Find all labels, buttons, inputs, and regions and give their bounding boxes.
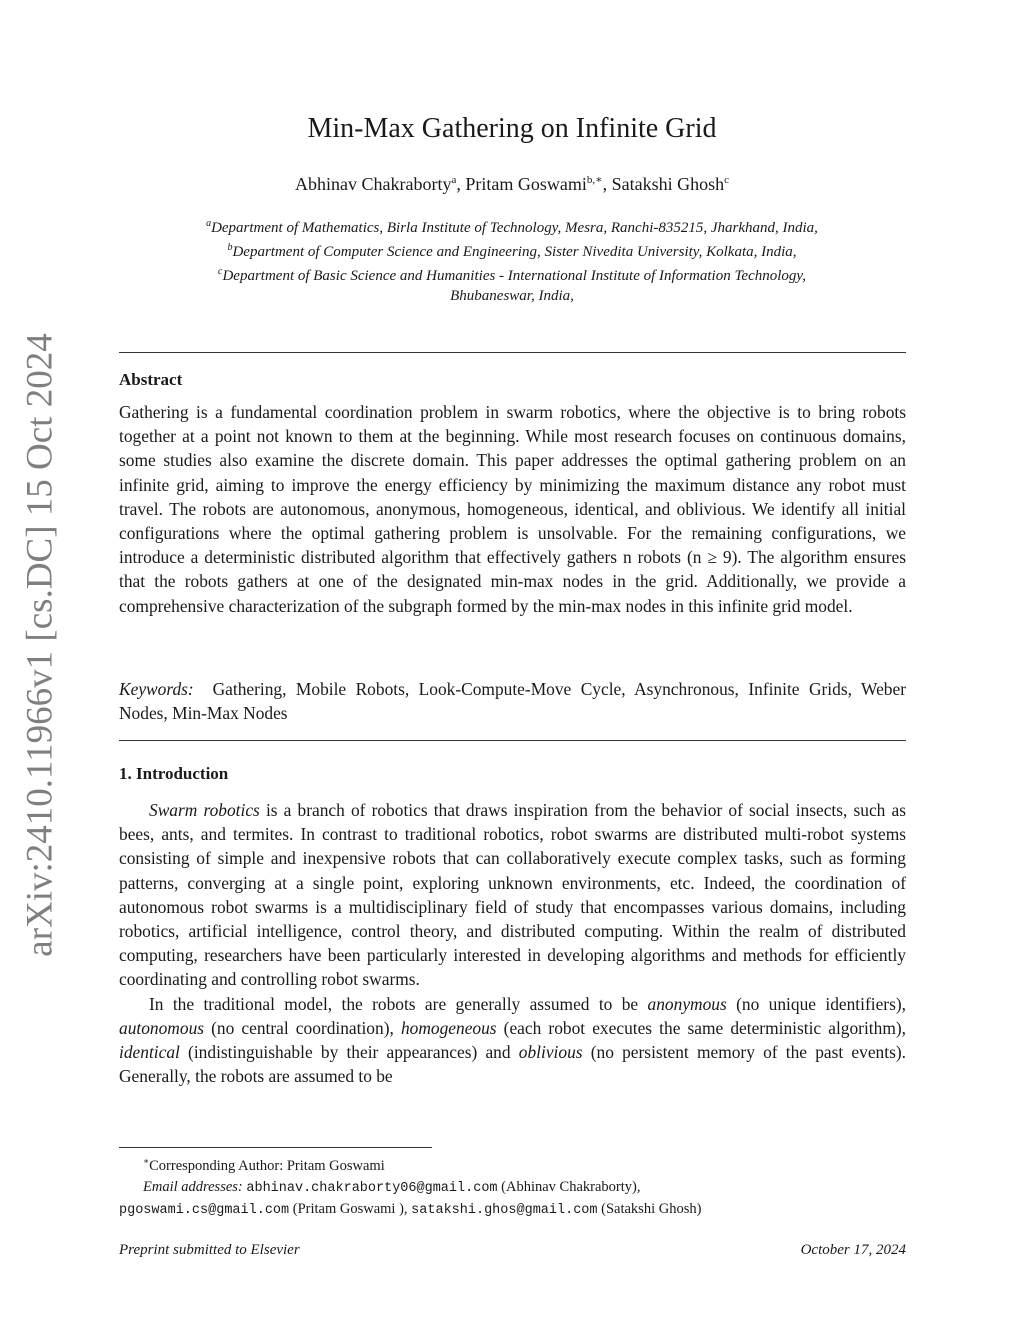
- footer-date: October 17, 2024: [800, 1242, 906, 1258]
- email-owner: (Satakshi Ghosh): [601, 1200, 702, 1217]
- paragraph-text: (indistinguishable by their appearances) and: [179, 1042, 519, 1063]
- emphasis: identical: [119, 1042, 180, 1063]
- emphasis: homogeneous: [400, 1017, 497, 1038]
- paper-title: Min-Max Gathering on Infinite Grid: [307, 113, 717, 144]
- email-owner: (Pritam Goswami ),: [292, 1200, 408, 1217]
- affiliation-line: [100, 286, 924, 306]
- author-list: Abhinav Chakraborty$^a$, Pritam Goswami$^{b,∗}$, Satakshi Ghosh$^c$: [295, 174, 729, 194]
- author-name: Satakshi Ghosh: [611, 174, 725, 194]
- paragraph-text: (no central coordination),: [204, 1017, 401, 1038]
- section-heading-introduction: 1. Introduction: [119, 764, 229, 783]
- affiliation-mark: a: [206, 218, 212, 229]
- abstract-heading: Abstract: [119, 370, 183, 389]
- email-owner: (Abhinav Chakraborty),: [501, 1178, 641, 1195]
- paragraph-text: (no unique identifiers),: [726, 993, 907, 1014]
- paragraph: [119, 992, 906, 1089]
- paragraph-text: In the traditional model, the robots are generally assumed to be: [149, 993, 648, 1014]
- affiliation-mark: b: [227, 242, 233, 253]
- emphasis: autonomous: [119, 1017, 205, 1038]
- author-name: Pritam Goswami: [465, 174, 587, 194]
- affiliation-text: Bhubaneswar, India,: [450, 288, 574, 304]
- arxiv-identifier-text: arXiv:2410.11966v1 [cs.DC] 15 Oct 2024: [19, 333, 61, 957]
- author-affiliation-mark: a: [451, 174, 457, 186]
- paragraph-text: (no persistent memory of the past events). Generally, the robots are assumed to be: [119, 1042, 906, 1087]
- emphasis: anonymous: [647, 993, 727, 1014]
- arxiv-identifier-stamp: [10, 333, 70, 957]
- page-footer: [119, 1242, 906, 1259]
- corresponding-author-note: [119, 1151, 906, 1177]
- paragraph-text: is a branch of robotics that draws inspiration from the behavior of social insects, such as bees, ants, and termites. In contrast to traditional robotics, robot swarms are distributed multi-robot systems consisting of simple and inexpensive robots that can collaboratively execute complex tasks, such as forming patterns, converging at a single point, exploring unknown environments, etc. Indeed, the coordination of autonomous robot swarms is a multidisciplinary field of study that encompasses various domains, including robotics, artificial intelligence, control theory, and distributed computing. Within the realm of distributed computing, researchers have been particularly interested in developing algorithms and methods for efficiently coordinating and controlling robot swarms.: [119, 800, 906, 990]
- affiliation-line: [100, 262, 924, 286]
- affiliations: [100, 214, 924, 306]
- keywords-text: Gathering, Mobile Robots, Look-Compute-Move Cycle, Asynchronous, Infinite Grids, Weber Nodes, Min-Max Nodes: [119, 679, 906, 724]
- emphasis: oblivious: [518, 1042, 583, 1063]
- affiliation-text: Department of Computer Science and Engineering, Sister Nivedita University, Kolkata, India,: [232, 244, 797, 260]
- paragraph: [119, 798, 906, 992]
- email-note: [119, 1199, 906, 1221]
- abstract-text: Gathering is a fundamental coordination problem in swarm robotics, where the objective is to bring robots together at a point not known to them at the beginning. While most research focuses on continuous domains, some studies also examine the discrete domain. This paper addresses the optimal gathering problem on an infinite grid, aiming to improve the energy efficiency by minimizing the maximum distance any robot must travel. The robots are autonomous, anonymous, homogeneous, identical, and oblivious. We identify all initial configurations where the optimal gathering problem is unsolvable. For the remaining configurations, we introduce a deterministic distributed algorithm that effectively gathers n robots (n ≥ 9). The algorithm ensures that the robots gathers at one of the designated min-max nodes in the grid. Additionally, we provide a comprehensive characterization of the subgraph formed by the min-max nodes in this infinite grid model.: [119, 402, 906, 616]
- introduction-body: [119, 798, 906, 1088]
- footnotes: [119, 1151, 906, 1221]
- keywords-label: Keywords:: [119, 679, 194, 699]
- author-affiliation-mark: c: [724, 174, 729, 186]
- footnote-mark: ∗: [143, 1156, 150, 1166]
- keywords: [119, 677, 906, 725]
- affiliation-line: [100, 238, 924, 262]
- author-affiliation-mark: b,∗: [586, 174, 603, 186]
- abstract-bottom-rule: [119, 740, 906, 741]
- paragraph-text: (each robot executes the same deterministic algorithm),: [496, 1017, 906, 1038]
- email-note: [119, 1177, 906, 1199]
- email-link[interactable]: pgoswami.cs@gmail.com: [119, 1202, 290, 1218]
- abstract-top-rule: [119, 352, 906, 353]
- affiliation-line: [100, 214, 924, 238]
- email-link[interactable]: abhinav.chakraborty06@gmail.com: [246, 1180, 498, 1196]
- footnote-text: Corresponding Author: Pritam Goswami: [149, 1157, 385, 1174]
- emphasis: Swarm robotics: [149, 800, 260, 820]
- affiliation-text: Department of Mathematics, Birla Institute of Technology, Mesra, Ranchi-835215, Jharkhand, India,: [211, 220, 818, 236]
- affiliation-text: Department of Basic Science and Humanities - International Institute of Information Technology,: [222, 268, 806, 284]
- footer-journal: Preprint submitted to Elsevier: [119, 1242, 300, 1258]
- email-label: Email addresses:: [143, 1178, 243, 1195]
- affiliation-mark: c: [218, 266, 223, 277]
- footnote-rule: [119, 1147, 432, 1148]
- email-link[interactable]: satakshi.ghos@gmail.com: [411, 1202, 598, 1218]
- author-name: Abhinav Chakraborty: [295, 174, 452, 194]
